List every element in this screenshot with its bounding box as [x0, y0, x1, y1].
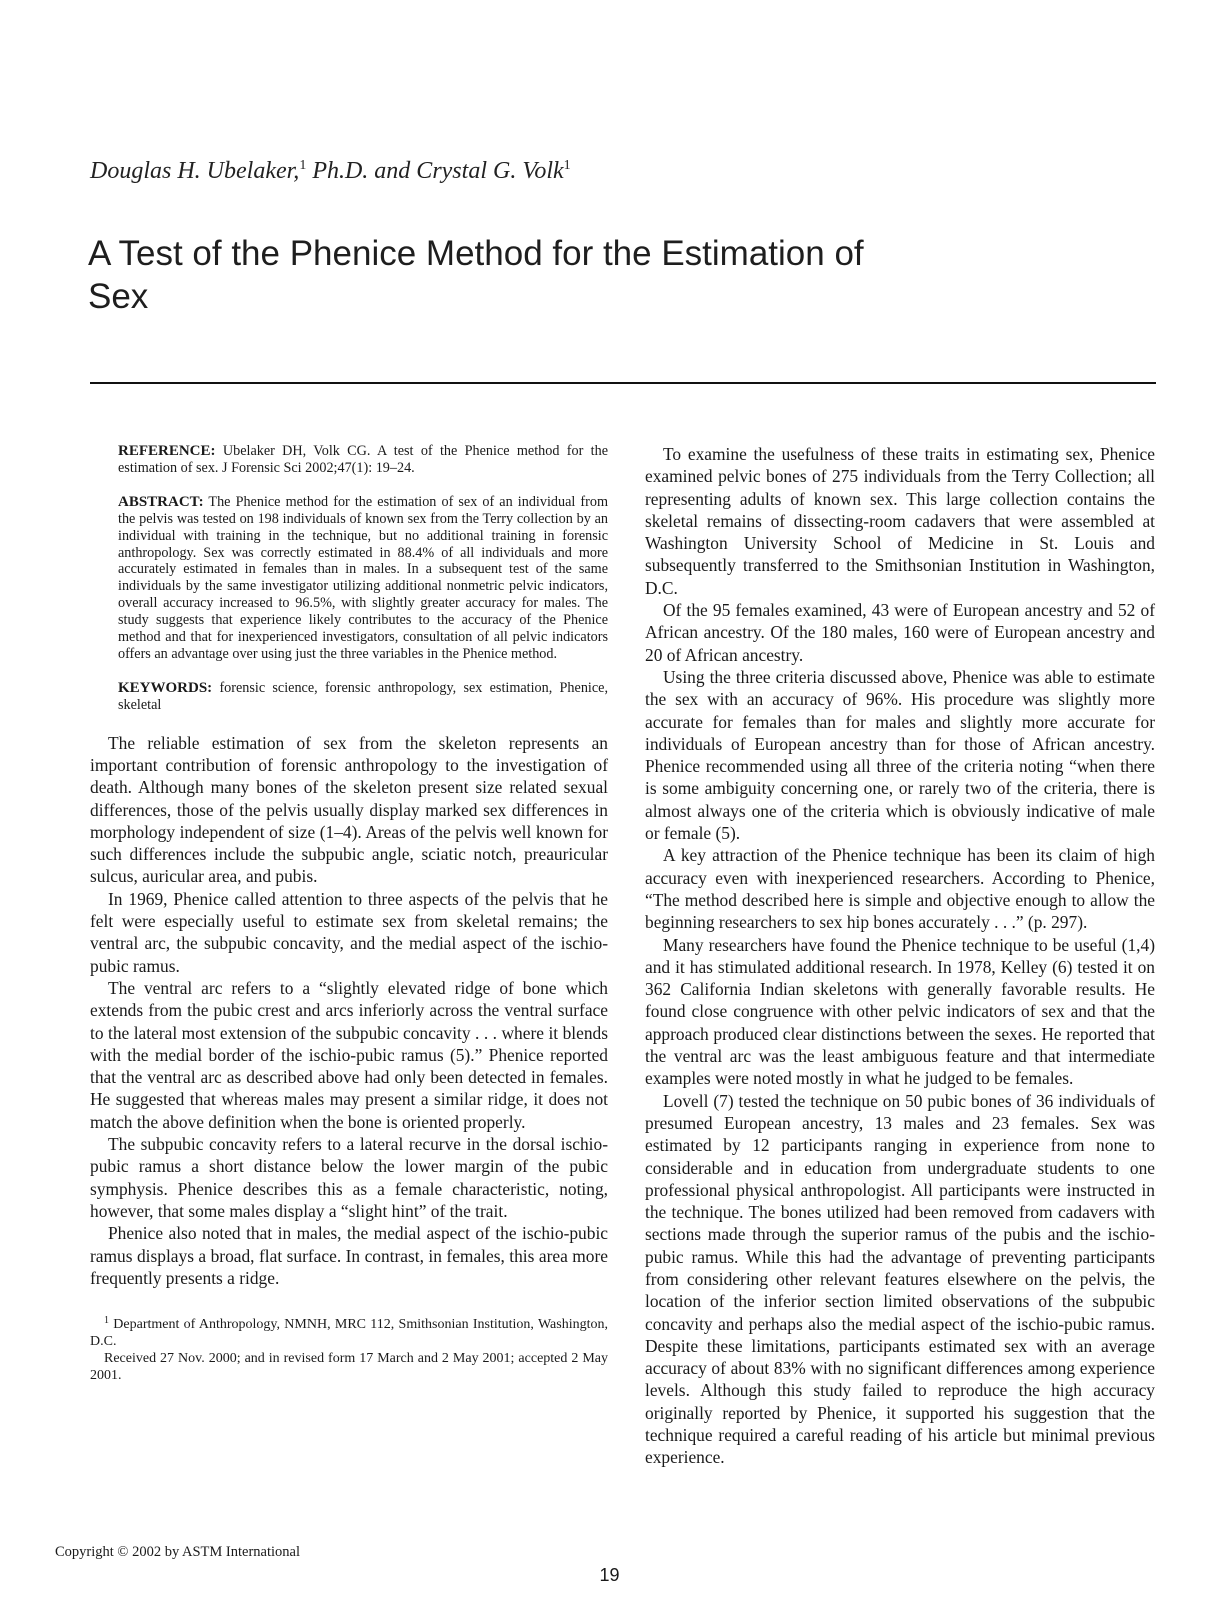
keywords-label: KEYWORDS: [118, 679, 213, 696]
reference-paragraph [118, 443, 608, 477]
affiliation-footnote-mark: 1 [104, 1315, 109, 1327]
page-number: 19 [599, 1565, 620, 1585]
author-1: Douglas H. Ubelaker, [90, 158, 300, 184]
body-paragraph: Using the three criteria discussed above, Phenice was able to estimate the sex with an accuracy of 96%. His procedure was slightly more accurate for females than for males and slightly more accurate for individuals of European ancestry than for those of African ancestry. Phenice recommended using all three of the criteria noting “when there is some ambiguity concerning one, or rarely two of the criteria, there is almost always one of the criteria which is obviously indicative of male or female (5). [645, 666, 1155, 844]
author-2-affiliation-mark: 1 [563, 158, 571, 173]
body-paragraph: Of the 95 females examined, 43 were of European ancestry and 52 of African ancestry. Of the 180 males, 160 were of European ancestry and 20 of African ancestry. [645, 600, 1155, 665]
author-1-affiliation-mark: 1 [299, 158, 307, 173]
body-paragraph: To examine the usefulness of these traits in estimating sex, Phenice examined pelvic bones of 275 individuals from the Terry Collection; all representing adults of known sex. This large collection contains the skeletal remains of dissecting-room cadavers that were assembled at Washington University School of Medicine in St. Louis and subsequently transferred to the Smithsonian Institution in Washington, D.C. [645, 444, 1155, 598]
abstract-text: The Phenice method for the estimation of sex of an individual from the pelvis was tested on 198 individuals of known sex from the Terry collection by an individual with training in the technique, but no additional training in forensic anthropology. Sex was correctly estimated in 88.4% of all individuals and more accurately estimated in females than in males. In a subsequent test of the same individuals by the same investigator utilizing additional nonmetric pelvic indicators, overall accuracy increased to 96.5%, with slightly greater accuracy for males. The study suggests that experience likely contributes to the accuracy of the Phenice method and that for inexperienced investigators, consultation of all pelvic indicators offers an advantage over using just the three variables in the Phenice method. [118, 493, 608, 662]
article-title: A Test of the Phenice Method for the Estimation of Sex [88, 234, 864, 316]
body-paragraph: Many researchers have found the Phenice technique to be useful (1,4) and it has stimulated additional research. In 1978, Kelley (6) tested it on 362 California Indian skeletons with generally favorable results. He found close congruence with other pelvic indicators of sex and that the approach produced clear distinctions between the sexes. He reported that the ventral arc was the least ambiguous feature and that intermediate examples were noted mostly in what he judged to be females. [645, 934, 1155, 1089]
header-rule [90, 382, 1156, 384]
body-text-left [90, 732, 608, 1289]
author-line [90, 158, 571, 185]
body-paragraph: The subpubic concavity refers to a lateral recurve in the dorsal ischio-pubic ramus a short distance below the lower margin of the pubic symphysis. Phenice describes this as a female characteristic, noting, however, that some males display a “slight hint” of the trait. [90, 1134, 608, 1221]
abstract-label: ABSTRACT: [118, 493, 204, 510]
affiliation-footnote-text: Department of Anthropology, NMNH, MRC 112, Smithsonian Institution, Washington, D.C. [90, 1317, 608, 1350]
body-paragraph: A key attraction of the Phenice technique has been its claim of high accuracy even with inexperienced researchers. According to Phenice, “The method described here is simple and objective enough to allow the beginning researchers to sex hip bones accurately . . .” (p. 297). [645, 845, 1155, 933]
footnotes [90, 1316, 608, 1384]
body-paragraph: The ventral arc refers to a “slightly elevated ridge of bone which extends from the pubic crest and arcs inferiorly across the ventral surface to the lateral most extension of the subpubic concavity . . . where it blends with the medial border of the ischio-pubic ramus (5).” Phenice reported that the ventral arc as described above had only been detected in females. He suggested that whereas males may present a similar ridge, it does not match the above definition when the bone is oriented properly. [90, 977, 608, 1132]
body-paragraph: Lovell (7) tested the technique on 50 pubic bones of 36 individuals of presumed European ancestry, 13 males and 23 females. Sex was estimated by 12 participants ranging in experience from none to considerable and in education from undergraduate students to one professional physical anthropologist. All participants were instructed in the technique. The bones utilized had been removed from cadavers with sections made through the superior ramus of the pubis and the ischio-pubic ramus. While this had the advantage of preventing participants from considering other relevant features elsewhere on the pelvis, the location of the inferior section limited observations of the subpubic concavity and perhaps also the medial aspect of the ischio-pubic ramus. Despite these limitations, participants estimated sex with an average accuracy of about 83% with no significant differences among experience levels. Although this study failed to reproduce the high accuracy originally reported by Phenice, it supported his suggestion that the technique required a careful reading of his article but minimal previous experience. [645, 1090, 1155, 1468]
keywords-text: forensic science, forensic anthropology, sex estimation, Phenice, skeletal [118, 679, 609, 713]
keywords-paragraph [118, 680, 608, 714]
abstract-block [118, 443, 608, 714]
copyright-notice: Copyright © 2002 by ASTM International [55, 1544, 301, 1560]
received-footnote: Received 27 Nov. 2000; and in revised form 17 March and 2 May 2001; accepted 2 May 2001. [90, 1351, 608, 1384]
body-paragraph: Phenice also noted that in males, the medial aspect of the ischio-pubic ramus displays a broad, flat surface. In contrast, in females, this area more frequently presents a ridge. [90, 1223, 608, 1288]
author-1-degree-and-author-2: Ph.D. and Crystal G. Volk [306, 158, 564, 184]
abstract-paragraph [118, 494, 608, 663]
left-column [90, 443, 608, 1384]
reference-label: REFERENCE: [118, 443, 216, 459]
body-paragraph: In 1969, Phenice called attention to three aspects of the pelvis that he felt were especially useful to estimate sex from skeletal remains; the ventral arc, the subpubic concavity, and the medial aspect of the ischio-pubic ramus. [90, 888, 608, 976]
body-paragraph: The reliable estimation of sex from the skeleton represents an important contribution of forensic anthropology to the investigation of death. Although many bones of the skeleton present size related sexual differences, those of the pelvis usually display marked sex differences in morphology independent of size (1–4). Areas of the pelvis well known for such differences include the subpubic angle, sciatic notch, preauricular sulcus, auricular area, and pubis. [90, 732, 608, 887]
reference-text: Ubelaker DH, Volk CG. A test of the Phenice method for the estimation of sex. J Forensic Sci 2002;47(1): 19–24. [118, 443, 609, 476]
right-column [645, 443, 1155, 1469]
affiliation-footnote [90, 1316, 608, 1350]
